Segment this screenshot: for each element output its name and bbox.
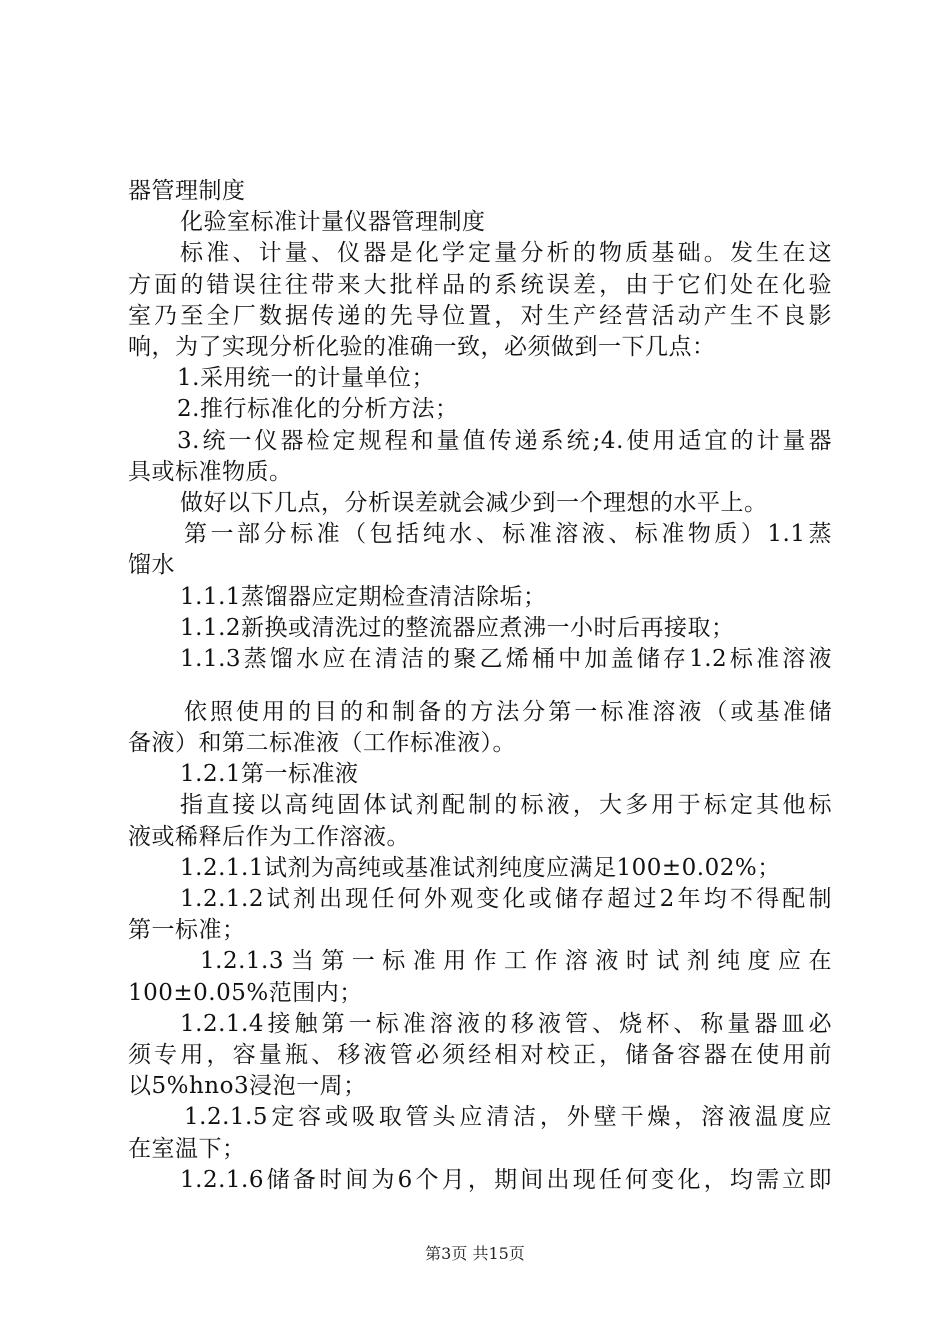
list-item: 1.1.2新换或清洗过的整流器应煮沸一小时后再接取； bbox=[180, 615, 735, 641]
text-line: 馏水 bbox=[128, 552, 175, 578]
list-item: 2.推行标准化的分析方法； bbox=[177, 396, 459, 422]
text-line: 在室温下； bbox=[128, 1136, 246, 1162]
text-line: 备液）和第二标准液（工作标准液）。 bbox=[128, 730, 516, 756]
text-line: 响，为了实现分析化验的准确一致，必须做到一下几点： bbox=[128, 334, 716, 360]
text-line: 器管理制度 bbox=[128, 178, 246, 204]
text-line: 第一标准； bbox=[128, 917, 246, 943]
text-line: 100±0.05%范围内； bbox=[128, 980, 363, 1006]
list-item: 1.2.1.1试剂为高纯或基准试剂纯度应满足100±0.02%； bbox=[180, 855, 781, 881]
text-line: 须专用，容量瓶、移液管必须经相对校正，储备容器在使用前 bbox=[128, 1042, 832, 1068]
subsection-heading: 1.2.1第一标准液 bbox=[180, 761, 359, 787]
text-line: 依照使用的目的和制备的方法分第一标准溶液（或基准储 bbox=[184, 699, 832, 725]
list-item: 1.2.1.3当第一标准用作工作溶液时试剂纯度应在 bbox=[200, 948, 832, 974]
text-line: 方面的错误往往带来大批样品的系统误差，由于它们处在化验 bbox=[128, 272, 832, 298]
text-line: 标准、计量、仪器是化学定量分析的物质基础。发生在这 bbox=[180, 240, 832, 266]
list-item: 1.2.1.4接触第一标准溶液的移液管、烧杯、称量器皿必 bbox=[180, 1011, 832, 1037]
text-line: 指直接以高纯固体试剂配制的标液，大多用于标定其他标 bbox=[180, 792, 832, 818]
text-line: 室乃至全厂数据传递的先导位置，对生产经营活动产生不良影 bbox=[128, 303, 832, 329]
text-line: 具或标准物质。 bbox=[128, 459, 293, 485]
list-item: 1.采用统一的计量单位； bbox=[177, 365, 435, 391]
text-line: 液或稀释后作为工作溶液。 bbox=[128, 824, 410, 850]
list-item: 1.2.1.5定容或吸取管头应清洁，外壁干燥，溶液温度应 bbox=[184, 1104, 832, 1130]
text-line: 以5%hno3浸泡一周； bbox=[128, 1073, 367, 1099]
page-number: 第3页 共15页 bbox=[425, 1244, 525, 1263]
list-item: 1.1.3蒸馏水应在清洁的聚乙烯桶中加盖储存1.2标准溶液 bbox=[180, 646, 832, 672]
list-item: 3.统一仪器检定规程和量值传递系统;4.使用适宜的计量器 bbox=[177, 428, 832, 454]
heading: 化验室标准计量仪器管理制度 bbox=[180, 209, 486, 235]
list-item: 1.2.1.6储备时间为6个月，期间出现任何变化，均需立即 bbox=[180, 1167, 832, 1193]
section-heading: 第一部分标准（包括纯水、标准溶液、标准物质）1.1蒸 bbox=[184, 521, 832, 547]
list-item: 1.2.1.2试剂出现任何外观变化或储存超过2年均不得配制 bbox=[180, 886, 832, 912]
list-item: 1.1.1蒸馏器应定期检查清洁除垢； bbox=[180, 584, 547, 610]
text-line: 做好以下几点，分析误差就会减少到一个理想的水平上。 bbox=[180, 490, 768, 516]
